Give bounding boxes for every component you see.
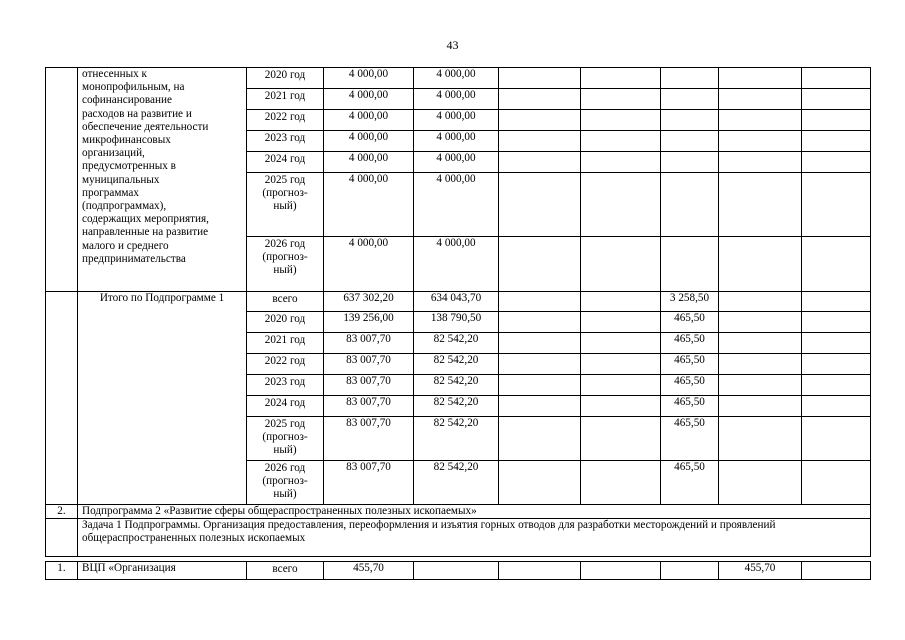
total-cell: 139 256,00	[324, 312, 414, 333]
program-name-cell: ВЦП «Организация	[78, 562, 247, 580]
empty-cell	[719, 173, 802, 237]
empty-cell	[719, 110, 802, 131]
year-label: 2020 год	[264, 313, 306, 325]
federal-cell: 4 000,00	[414, 237, 499, 292]
total-cell: 4 000,00	[324, 152, 414, 173]
total-cell: 4 000,00	[324, 89, 414, 110]
description-line: микрофинансовых	[82, 134, 171, 147]
year-cell	[247, 312, 324, 333]
federal-cell: 4 000,00	[414, 152, 499, 173]
year-label: 2024 год	[264, 397, 306, 409]
page-number: 43	[446, 38, 459, 52]
empty-cell	[661, 131, 719, 152]
empty-cell	[802, 461, 871, 505]
federal-cell: 82 542,20	[414, 396, 499, 417]
empty-cell	[719, 292, 802, 312]
empty-cell	[499, 89, 581, 110]
total-cell: 83 007,70	[324, 417, 414, 461]
empty-cell	[499, 152, 581, 173]
year-cell	[247, 89, 324, 110]
empty-cell	[414, 562, 499, 580]
empty-cell	[499, 237, 581, 292]
empty-cell	[719, 312, 802, 333]
forecast-label: ный)	[273, 200, 297, 212]
empty-cell	[802, 333, 871, 354]
forecast-label: (прогноз-	[262, 251, 308, 263]
subtotal-label: Итого по Подпрограмме 1	[78, 292, 247, 505]
row-number-cell	[46, 519, 78, 557]
empty-cell	[581, 354, 661, 375]
forecast-label: ный)	[273, 264, 297, 276]
year-cell	[247, 131, 324, 152]
local-budget-cell: 465,50	[661, 354, 719, 375]
empty-cell	[719, 333, 802, 354]
year-label: 2021 год	[264, 334, 306, 346]
total-cell: 83 007,70	[324, 333, 414, 354]
forecast-label: (прогноз-	[262, 187, 308, 199]
local-budget-cell: 465,50	[661, 396, 719, 417]
empty-cell	[661, 173, 719, 237]
federal-cell: 82 542,20	[414, 461, 499, 505]
task-row	[46, 519, 871, 557]
empty-cell	[499, 110, 581, 131]
federal-cell: 4 000,00	[414, 68, 499, 89]
local-budget-cell: 3 258,50	[661, 292, 719, 312]
forecast-label: (прогноз-	[262, 475, 308, 487]
forecast-label: (прогноз-	[262, 431, 308, 443]
empty-cell	[499, 461, 581, 505]
total-cell: 4 000,00	[324, 110, 414, 131]
empty-cell	[802, 292, 871, 312]
local-budget-cell: 465,50	[661, 461, 719, 505]
empty-cell	[802, 173, 871, 237]
empty-cell	[581, 89, 661, 110]
empty-cell	[802, 89, 871, 110]
total-cell: 455,70	[324, 562, 414, 580]
empty-cell	[802, 312, 871, 333]
federal-cell: 4 000,00	[414, 110, 499, 131]
empty-cell	[719, 131, 802, 152]
year-cell	[247, 396, 324, 417]
total-cell: 4 000,00	[324, 237, 414, 292]
empty-cell	[719, 396, 802, 417]
empty-cell	[499, 562, 581, 580]
description-line: (подпрограммах),	[82, 200, 167, 213]
year-cell	[247, 68, 324, 89]
empty-cell	[661, 562, 719, 580]
local-budget-cell: 465,50	[661, 417, 719, 461]
federal-cell: 82 542,20	[414, 417, 499, 461]
empty-cell	[581, 152, 661, 173]
year-cell	[247, 173, 324, 237]
empty-cell	[802, 131, 871, 152]
empty-cell	[581, 237, 661, 292]
empty-cell	[661, 110, 719, 131]
total-cell: 4 000,00	[324, 131, 414, 152]
year-label: 2025 год	[264, 418, 306, 430]
empty-cell	[581, 110, 661, 131]
subprogram-title: Подпрограмма 2 «Развитие сферы общераспространенных полезных ископаемых»	[78, 505, 871, 519]
year-cell	[247, 110, 324, 131]
federal-cell: 4 000,00	[414, 173, 499, 237]
description-line: организаций,	[82, 147, 145, 160]
year-label: 2026 год	[264, 238, 306, 250]
empty-cell	[581, 417, 661, 461]
year-cell	[247, 375, 324, 396]
empty-cell	[802, 237, 871, 292]
empty-cell	[802, 110, 871, 131]
description-line: направленные на развитие	[82, 226, 209, 239]
local-budget-cell: 465,50	[661, 312, 719, 333]
forecast-label: ный)	[273, 444, 297, 456]
total-cell: 83 007,70	[324, 375, 414, 396]
empty-cell	[661, 152, 719, 173]
empty-cell	[581, 292, 661, 312]
description-line: монопрофильным, на	[82, 81, 185, 94]
empty-cell	[802, 375, 871, 396]
total-cell: 637 302,20	[324, 292, 414, 312]
empty-cell	[719, 354, 802, 375]
empty-cell	[802, 562, 871, 580]
description-line: расходов на развитие и	[82, 107, 192, 120]
empty-cell	[661, 89, 719, 110]
year-cell	[247, 333, 324, 354]
year-label: всего	[272, 563, 298, 575]
empty-cell	[581, 562, 661, 580]
empty-cell	[661, 68, 719, 89]
description-line: предусмотренных в	[82, 160, 176, 173]
empty-cell	[802, 68, 871, 89]
empty-cell	[499, 354, 581, 375]
description-line: отнесенных к	[82, 68, 147, 80]
year-label: 2026 год	[264, 462, 306, 474]
description-line: муниципальных	[82, 173, 160, 186]
empty-cell	[719, 461, 802, 505]
description-cell	[78, 68, 247, 292]
year-cell	[247, 237, 324, 292]
empty-cell	[581, 173, 661, 237]
empty-cell	[802, 417, 871, 461]
empty-cell	[719, 417, 802, 461]
empty-cell	[581, 312, 661, 333]
empty-cell	[581, 333, 661, 354]
empty-cell	[499, 396, 581, 417]
local-budget-cell: 465,50	[661, 375, 719, 396]
federal-cell: 82 542,20	[414, 375, 499, 396]
empty-cell	[499, 417, 581, 461]
year-cell	[247, 417, 324, 461]
empty-cell	[719, 89, 802, 110]
federal-cell: 138 790,50	[414, 312, 499, 333]
federal-cell: 4 000,00	[414, 131, 499, 152]
empty-cell	[499, 173, 581, 237]
year-cell	[247, 562, 324, 580]
empty-cell	[581, 396, 661, 417]
empty-cell	[581, 68, 661, 89]
description-line: программах	[82, 186, 139, 199]
row-number-cell	[46, 292, 78, 505]
total-cell: 4 000,00	[324, 68, 414, 89]
row-number-cell	[46, 68, 78, 292]
empty-cell	[802, 152, 871, 173]
forecast-label: ный)	[273, 488, 297, 500]
year-label: 2020 год	[264, 69, 306, 81]
local-budget-cell: 465,50	[661, 333, 719, 354]
table-row	[46, 68, 871, 89]
year-cell	[247, 292, 324, 312]
description-line: малого и среднего	[82, 239, 169, 252]
empty-cell	[499, 312, 581, 333]
empty-cell	[581, 461, 661, 505]
other-sources-cell: 455,70	[719, 562, 802, 580]
empty-cell	[499, 292, 581, 312]
empty-cell	[719, 375, 802, 396]
year-label: 2022 год	[264, 111, 306, 123]
year-label: 2021 год	[264, 90, 306, 102]
year-cell	[247, 152, 324, 173]
empty-cell	[719, 237, 802, 292]
description-line: софинансирование	[82, 94, 172, 107]
empty-cell	[581, 375, 661, 396]
description-line: обеспечение деятельности	[82, 120, 209, 133]
table-row	[46, 292, 871, 312]
federal-cell: 634 043,70	[414, 292, 499, 312]
federal-cell: 82 542,20	[414, 333, 499, 354]
empty-cell	[802, 354, 871, 375]
empty-cell	[661, 237, 719, 292]
empty-cell	[719, 68, 802, 89]
year-label: 2024 год	[264, 153, 306, 165]
year-label: 2025 год	[264, 174, 306, 186]
year-label: 2023 год	[264, 376, 306, 388]
empty-cell	[499, 131, 581, 152]
empty-cell	[802, 396, 871, 417]
subprogram-number: 2.	[46, 505, 78, 519]
total-cell: 83 007,70	[324, 461, 414, 505]
empty-cell	[499, 375, 581, 396]
table-row	[46, 562, 871, 580]
year-cell	[247, 461, 324, 505]
year-cell	[247, 354, 324, 375]
task-description: Задача 1 Подпрограммы. Организация предоставления, переоформления и изъятия горных отводов для разработки месторождений и проявлений общераспространенных полезных ископаемых	[78, 519, 871, 557]
empty-cell	[719, 152, 802, 173]
total-cell: 83 007,70	[324, 396, 414, 417]
federal-cell: 82 542,20	[414, 354, 499, 375]
empty-cell	[499, 68, 581, 89]
federal-cell: 4 000,00	[414, 89, 499, 110]
year-label: всего	[272, 293, 298, 305]
description-line: содержащих мероприятия,	[82, 213, 209, 226]
empty-cell	[499, 333, 581, 354]
empty-cell	[581, 131, 661, 152]
description-line: предпринимательства	[82, 252, 186, 265]
row-number-cell: 1.	[46, 562, 78, 580]
total-cell: 83 007,70	[324, 354, 414, 375]
subprogram-row	[46, 505, 871, 519]
budget-table	[45, 67, 871, 580]
total-cell: 4 000,00	[324, 173, 414, 237]
year-label: 2023 год	[264, 132, 306, 144]
year-label: 2022 год	[264, 355, 306, 367]
